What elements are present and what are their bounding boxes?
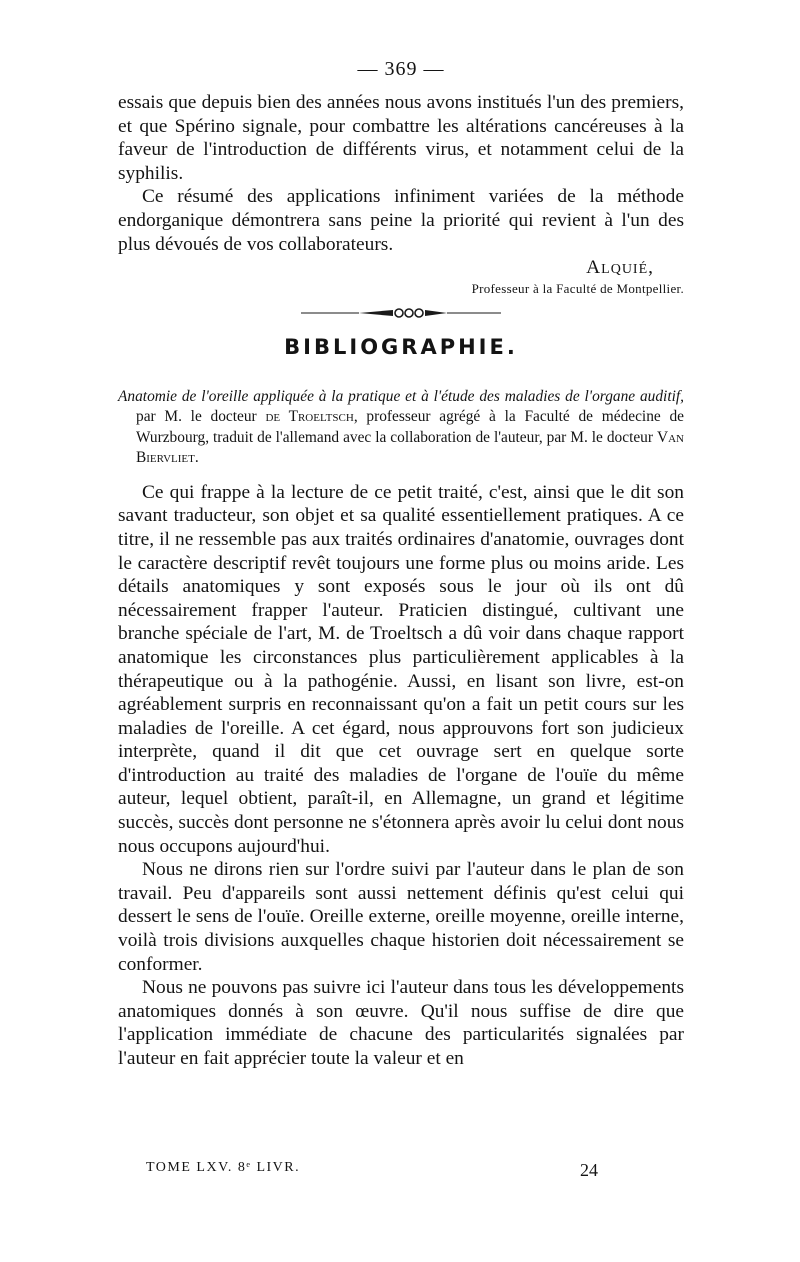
bibliography-reference [118,387,684,469]
page-content [118,58,684,1071]
section-heading: BIBLIOGRAPHIE. [284,334,518,359]
reference-end: . [194,449,199,467]
reference-translator: Van Biervliet [136,428,684,467]
signature-line [118,256,684,280]
footer-volume: TOME LXV. 8ᵉ LIVR. [146,1160,301,1175]
page-footer [146,1160,598,1181]
signature-name: Alquié, [586,257,654,279]
reference-details: , professeur agrégé à la Faculté de médecine de Wurzbourg, traduit de l'allemand avec la collaboration de l'auteur, par M. le docteur [136,408,684,446]
body-paragraph-1: Ce qui frappe à la lecture de ce petit traité, c'est, ainsi que le dit son savant traducteur, son objet et sa qualité essentiellement pratiques. A ce titre, il ne ressemble pas aux traités ordinaires d'anatomie, ouvrages dont le caractère descriptif revêt toujours une forme plus ou moins aride. Les détails anatomiques y sont exposés sous le jour où ils ont dû nécessairement frapper l'auteur. Praticien distingué, cultivant une branche spéciale de l'art, M. de Troeltsch a dû voir dans chaque rapport anatomique les circonstances plus particulièrement applicables à la thérapeutique ou à la pathogénie. Aussi, en lisant son livre, est-on agréablement surpris en reconnaissant qu'on a fait un petit cours sur les maladies de l'oreille. A cet égard, nous approuvons fort son judicieux interprète, quand il dit que cet ouvrage sert en quelque sorte d'introduction au traité des maladies de l'organe de l'ouïe du même auteur, lequel obtient, paraît-il, en Allemagne, un grand et légitime succès, succès dont personne ne s'étonnera après avoir lu celui dont nous nous occupons aujourd'hui. [118,481,684,857]
signature-affiliation: Professeur à la Faculté de Montpellier. [471,280,684,296]
footer-signature-mark: 24 [580,1160,598,1180]
page-number: — 369 — [357,58,445,80]
intro-paragraph-1: essais que depuis bien des années nous avons institués l'un des premiers, et que Spérino signale, pour combattre les altérations cancéreuses à la faveur de l'introduction de différents virus, et notamment celui de la syphilis. [118,92,684,184]
body-paragraph-2: Nous ne dirons rien sur l'ordre suivi par l'auteur dans le plan de son travail. Peu d'appareils sont aussi nettement définis qu'est celui qui dessert le sens de l'ouïe. Oreille externe, oreille moyenne, oreille interne, voilà trois divisions auxquelles chaque historien doit nécessairement se conformer. [118,859,684,975]
body-paragraph-3: Nous ne pouvons pas suivre ici l'auteur dans tous les développements anatomiques donnés à son œuvre. Qu'il nous suffise de dire que l'application immédiate de chacune des particularités signalées par l'auteur en fait apprécier toute la valeur et en [118,977,684,1069]
reference-author: de Troeltsch [265,408,354,426]
ornament-rule-icon [301,307,501,319]
intro-paragraph-2: Ce résumé des applications infiniment variées de la méthode endorganique démontrera sans peine la priorité qui revient à l'un des plus dévoués de vos collaborateurs. [118,186,684,255]
ornament-divider [118,307,684,319]
reference-by: par M. le docteur [136,408,266,426]
reference-title: Anatomie de l'oreille appliquée à la pratique et à l'étude des maladies de l'organe auditif, [118,387,684,405]
